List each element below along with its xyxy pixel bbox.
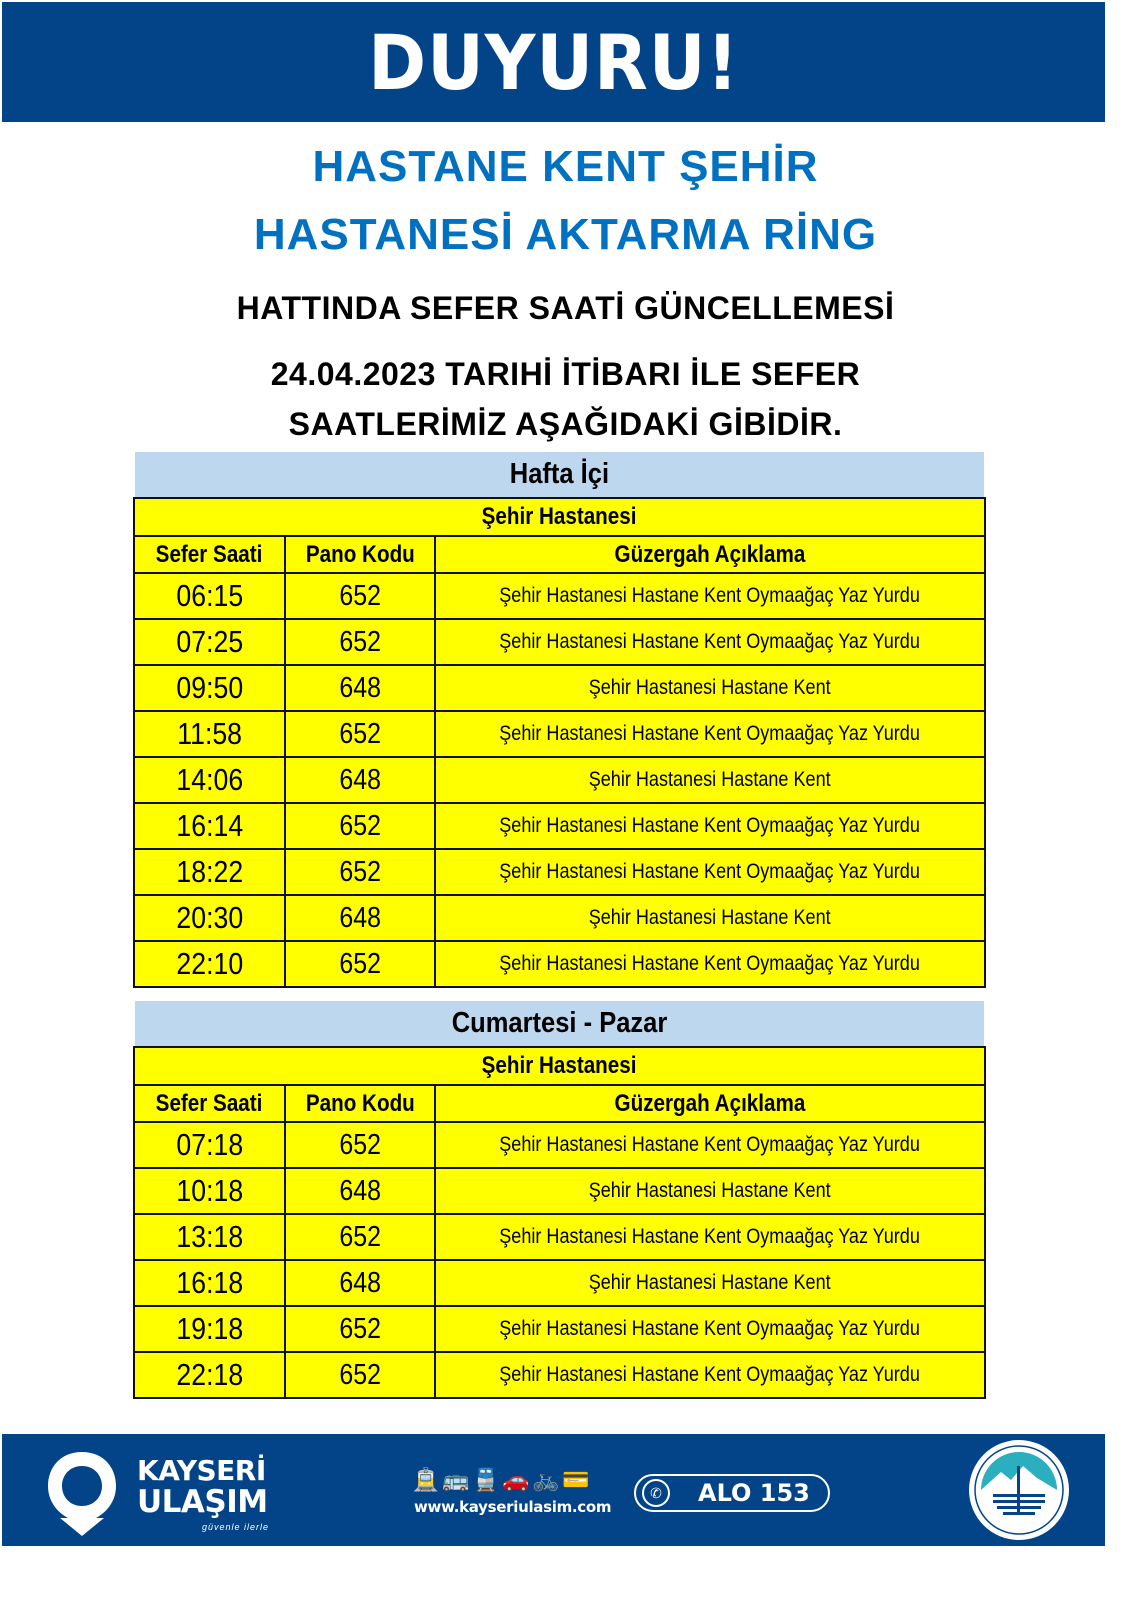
table-row	[134, 849, 985, 895]
route-description: Şehir Hastanesi Hastane Kent	[435, 1260, 985, 1306]
footer-banner	[2, 1434, 1105, 1546]
column-header-route-description: Güzergah Açıklama	[435, 536, 985, 573]
table-row	[134, 1168, 985, 1214]
board-code: 652	[285, 849, 435, 895]
departure-time: 16:14	[134, 803, 285, 849]
board-code: 648	[285, 1260, 435, 1306]
weekend-title: Cumartesi - Pazar	[451, 1007, 668, 1039]
announcement-banner	[2, 2, 1105, 122]
route-description: Şehir Hastanesi Hastane Kent Oymaağaç Yaz Yurdu	[435, 941, 985, 987]
route-description: Şehir Hastanesi Hastane Kent Oymaağaç Yaz Yurdu	[435, 711, 985, 757]
board-code: 648	[285, 895, 435, 941]
table-row	[134, 1306, 985, 1352]
column-header-departure-time: Sefer Saati	[134, 1085, 285, 1122]
station-name: Şehir Hastanesi	[134, 498, 985, 536]
effective-date-line-1: 24.04.2023 TARIHİ İTİBARI İLE SEFER	[270, 356, 861, 392]
departure-time: 10:18	[134, 1168, 285, 1214]
column-header-board-code: Pano Kodu	[285, 1085, 435, 1122]
brand-line-2: ULAŞIM	[137, 1484, 268, 1520]
tram-icon: 🚊	[412, 1467, 440, 1492]
bus-icon: 🚌	[442, 1467, 470, 1492]
weekday-section-header	[135, 452, 984, 497]
weekend-schedule-table	[133, 1046, 986, 1399]
route-description: Şehir Hastanesi Hastane Kent Oymaağaç Yaz Yurdu	[435, 1306, 985, 1352]
departure-time: 18:22	[134, 849, 285, 895]
departure-time: 13:18	[134, 1214, 285, 1260]
kayseri-ulasim-logo-icon	[42, 1446, 122, 1538]
table-row	[134, 619, 985, 665]
departure-time: 14:06	[134, 757, 285, 803]
board-code: 652	[285, 1214, 435, 1260]
board-code: 652	[285, 573, 435, 619]
board-code: 652	[285, 1306, 435, 1352]
hotline-badge[interactable]	[634, 1474, 830, 1512]
departure-time: 22:18	[134, 1352, 285, 1398]
table-row	[134, 803, 985, 849]
weekday-schedule-table	[133, 497, 986, 988]
board-code: 652	[285, 1122, 435, 1168]
route-description: Şehir Hastanesi Hastane Kent	[435, 1168, 985, 1214]
route-description: Şehir Hastanesi Hastane Kent Oymaağaç Yaz Yurdu	[435, 619, 985, 665]
board-code: 652	[285, 1352, 435, 1398]
column-header-departure-time: Sefer Saati	[134, 536, 285, 573]
departure-time: 11:58	[134, 711, 285, 757]
departure-time: 16:18	[134, 1260, 285, 1306]
route-title-line-1: HASTANE KENT ŞEHİR	[312, 142, 819, 191]
contactless-card-icon: 💳	[562, 1467, 590, 1492]
table-row	[134, 1352, 985, 1398]
route-description: Şehir Hastanesi Hastane Kent	[435, 895, 985, 941]
departure-time: 22:10	[134, 941, 285, 987]
table-row	[134, 757, 985, 803]
bicycle-icon: 🚲	[532, 1467, 560, 1492]
board-code: 652	[285, 941, 435, 987]
effective-date-line-2: SAATLERİMİZ AŞAĞIDAKİ GİBİDİR.	[288, 406, 843, 442]
route-description: Şehir Hastanesi Hastane Kent Oymaağaç Yaz Yurdu	[435, 1122, 985, 1168]
board-code: 652	[285, 619, 435, 665]
departure-time: 07:25	[134, 619, 285, 665]
board-code: 648	[285, 1168, 435, 1214]
departure-time: 07:18	[134, 1122, 285, 1168]
board-code: 652	[285, 711, 435, 757]
board-code: 648	[285, 665, 435, 711]
route-description: Şehir Hastanesi Hastane Kent Oymaağaç Yaz Yurdu	[435, 803, 985, 849]
weekend-section-header	[135, 1001, 984, 1046]
departure-time: 20:30	[134, 895, 285, 941]
route-description: Şehir Hastanesi Hastane Kent	[435, 665, 985, 711]
route-description: Şehir Hastanesi Hastane Kent Oymaağaç Yaz Yurdu	[435, 1214, 985, 1260]
weekday-title: Hafta İçi	[509, 458, 610, 490]
announcement-title: DUYURU!	[367, 17, 740, 107]
column-header-route-description: Güzergah Açıklama	[435, 1085, 985, 1122]
table-row	[134, 895, 985, 941]
table-row	[134, 665, 985, 711]
website-link[interactable]: www.kayseriulasim.com	[414, 1498, 612, 1516]
train-icon: 🚆	[472, 1467, 500, 1492]
table-row	[134, 711, 985, 757]
column-header-board-code: Pano Kodu	[285, 536, 435, 573]
transport-mode-icons	[412, 1466, 590, 1494]
board-code: 652	[285, 803, 435, 849]
brand-line-1: KAYSERİ	[137, 1454, 266, 1487]
hotline-number: ALO 153	[698, 1479, 810, 1507]
table-row	[134, 1122, 985, 1168]
table-row	[134, 1260, 985, 1306]
subtitle-update: HATTINDA SEFER SAATİ GÜNCELLEMESİ	[236, 290, 895, 326]
route-description: Şehir Hastanesi Hastane Kent Oymaağaç Yaz Yurdu	[435, 573, 985, 619]
departure-time: 06:15	[134, 573, 285, 619]
board-code: 648	[285, 757, 435, 803]
route-description: Şehir Hastanesi Hastane Kent Oymaağaç Yaz Yurdu	[435, 849, 985, 895]
route-title-line-2: HASTANESİ AKTARMA RİNG	[253, 210, 878, 259]
parking-car-icon: 🚗	[502, 1467, 530, 1492]
table-row	[134, 573, 985, 619]
route-description: Şehir Hastanesi Hastane Kent Oymaağaç Yaz Yurdu	[435, 1352, 985, 1398]
departure-time: 09:50	[134, 665, 285, 711]
table-row	[134, 941, 985, 987]
brand-slogan: güvenle ilerle	[202, 1522, 270, 1532]
station-name: Şehir Hastanesi	[134, 1047, 985, 1085]
brand-name	[137, 1456, 268, 1518]
route-description: Şehir Hastanesi Hastane Kent	[435, 757, 985, 803]
table-row	[134, 1214, 985, 1260]
municipality-seal-icon	[967, 1438, 1071, 1542]
phone-icon: ✆	[642, 1479, 670, 1507]
departure-time: 19:18	[134, 1306, 285, 1352]
